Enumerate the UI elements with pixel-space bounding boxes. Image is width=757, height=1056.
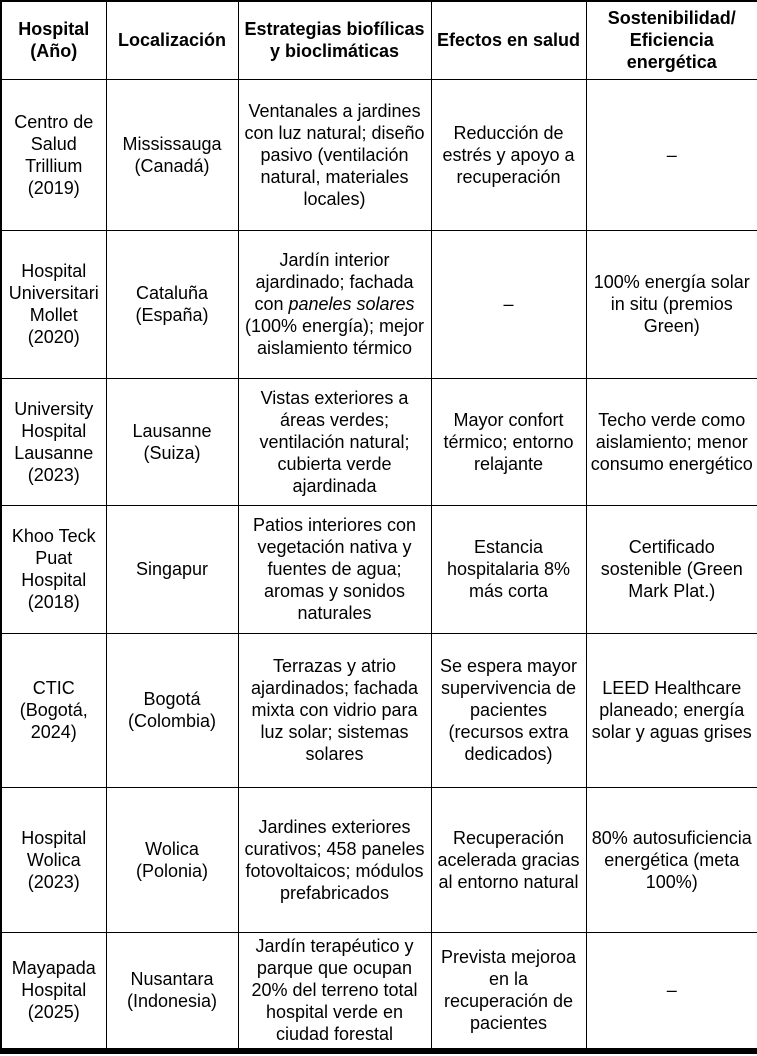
cell-localizacion: Lausanne (Suiza) [106, 378, 238, 505]
cell-hospital: Khoo Teck Puat Hospital (2018) [1, 505, 106, 633]
cell-hospital: Hospital Universitari Mollet (2020) [1, 230, 106, 378]
estrategias-text-pre: Jardín interior ajardinado; fachada con [254, 250, 414, 314]
table-row-ctic [1, 633, 757, 787]
table-row-mollet [1, 230, 757, 378]
cell-sostenibilidad: Certificado sostenible (Green Mark Plat.) [586, 505, 757, 633]
cell-estrategias: Terrazas y atrio ajardinados; fachada mixta con vidrio para luz solar; sistemas solares [238, 633, 431, 787]
cell-localizacion: Mississauga (Canadá) [106, 79, 238, 230]
cell-hospital: Centro de Salud Trillium (2019) [1, 79, 106, 230]
column-header-efectos: Efectos en salud [431, 1, 586, 79]
cell-efectos: Mayor confort térmico; entorno relajante [431, 378, 586, 505]
cell-efectos: Estancia hospitalaria 8% más corta [431, 505, 586, 633]
table-row-lausanne [1, 378, 757, 505]
cell-localizacion: Nusantara (Indonesia) [106, 932, 238, 1051]
estrategias-text-post: (100% energía); mejor aislamiento térmico [244, 316, 425, 358]
cell-localizacion: Singapur [106, 505, 238, 633]
column-header-localizacion: Localización [106, 1, 238, 79]
column-header-sostenibilidad: Sostenibilidad/ Eficiencia energética [586, 1, 757, 79]
cell-estrategias: Jardín terapéutico y parque que ocupan 20% del terreno total hospital verde en ciudad forestal [238, 932, 431, 1051]
table-row-trillium [1, 79, 757, 230]
column-header-hospital: Hospital (Año) [1, 1, 106, 79]
cell-efectos: Prevista mejoroa en la recuperación de pacientes [431, 932, 586, 1051]
table-row-khoo-teck-puat [1, 505, 757, 633]
cell-estrategias: Patios interiores con vegetación nativa y fuentes de agua; aromas y sonidos naturales [238, 505, 431, 633]
cell-hospital: CTIC (Bogotá, 2024) [1, 633, 106, 787]
cell-hospital: Mayapada Hospital (2025) [1, 932, 106, 1051]
cell-sostenibilidad: Techo verde como aislamiento; menor consumo energético [586, 378, 757, 505]
header-row [1, 1, 757, 79]
cell-sostenibilidad: 80% autosuficiencia energética (meta 100%) [586, 787, 757, 932]
table-row-mayapada [1, 932, 757, 1051]
cell-hospital: Hospital Wolica (2023) [1, 787, 106, 932]
cell-efectos: Se espera mayor supervivencia de pacientes (recursos extra dedicados) [431, 633, 586, 787]
cell-estrategias [238, 230, 431, 378]
cell-efectos: Recuperación acelerada gracias al entorno natural [431, 787, 586, 932]
cell-sostenibilidad: – [586, 932, 757, 1051]
cell-sostenibilidad: – [586, 79, 757, 230]
cell-sostenibilidad: 100% energía solar in situ (premios Green) [586, 230, 757, 378]
column-header-estrategias: Estrategias biofílicas y bioclimáticas [238, 1, 431, 79]
cell-hospital: University Hospital Lausanne (2023) [1, 378, 106, 505]
cell-localizacion: Wolica (Polonia) [106, 787, 238, 932]
table-row-wolica [1, 787, 757, 932]
cell-estrategias: Jardines exteriores curativos; 458 paneles fotovoltaicos; módulos prefabricados [238, 787, 431, 932]
cell-localizacion: Cataluña (España) [106, 230, 238, 378]
cell-efectos: Reducción de estrés y apoyo a recuperación [431, 79, 586, 230]
estrategias-text-italic: paneles solares [288, 294, 415, 314]
cell-estrategias: Ventanales a jardines con luz natural; diseño pasivo (ventilación natural, materiales locales) [238, 79, 431, 230]
cell-sostenibilidad: LEED Healthcare planeado; energía solar y aguas grises [586, 633, 757, 787]
cell-localizacion: Bogotá (Colombia) [106, 633, 238, 787]
cell-efectos: – [431, 230, 586, 378]
cell-estrategias: Vistas exteriores a áreas verdes; ventilación natural; cubierta verde ajardinada [238, 378, 431, 505]
